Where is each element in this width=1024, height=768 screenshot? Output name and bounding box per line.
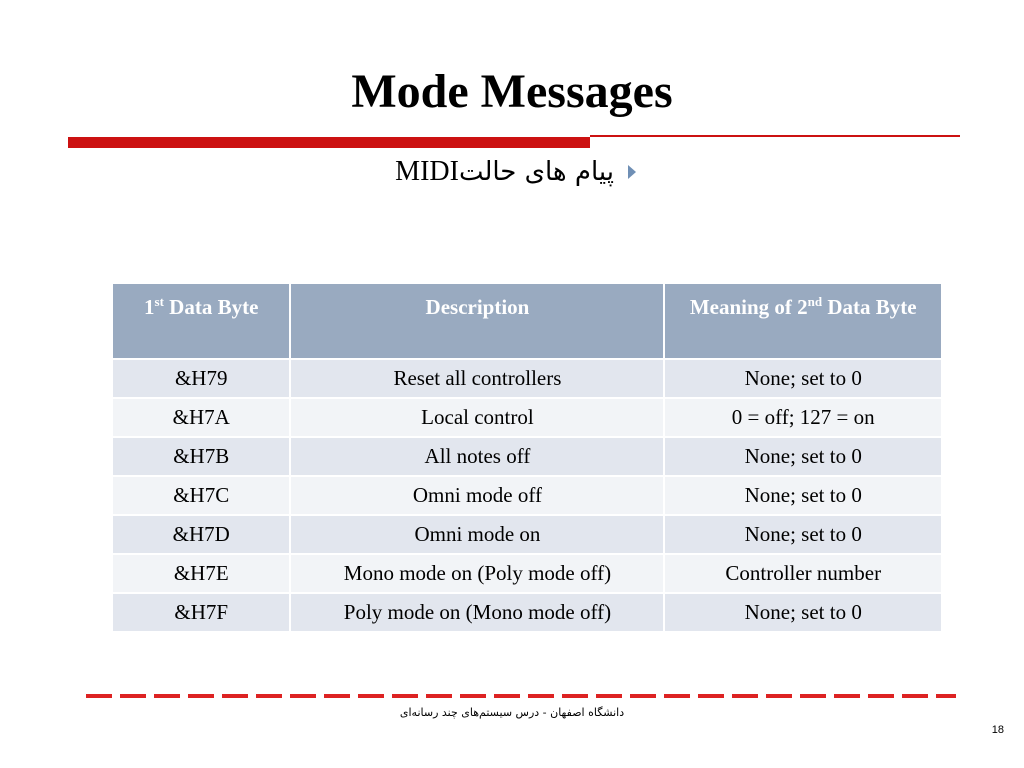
table-row [112,554,942,593]
cell-description: Mono mode on (Poly mode off) [290,554,664,593]
title-underline-thin [590,135,960,137]
mode-messages-table [111,282,943,633]
cell-data-byte: &H7B [112,437,290,476]
footer-dashed-divider [86,694,956,698]
cell-meaning: Controller number [664,554,942,593]
cell-data-byte: &H7E [112,554,290,593]
slide-title: Mode Messages [351,65,673,118]
cell-meaning: 0 = off; 127 = on [664,398,942,437]
cell-data-byte: &H7C [112,476,290,515]
cell-meaning: None; set to 0 [664,476,942,515]
cell-description: Local control [290,398,664,437]
table-row [112,437,942,476]
cell-description: Omni mode on [290,515,664,554]
cell-meaning: None; set to 0 [664,437,942,476]
header-data-byte-1: 1st Data Byte [112,283,290,359]
table-row [112,515,942,554]
table-row [112,398,942,437]
table-row [112,593,942,632]
title-underline-bar [68,137,590,148]
table-header-row [112,283,942,359]
header-data-byte-2-meaning: Meaning of 2nd Data Byte [664,283,942,359]
bullet-text-latin: MIDI [395,156,459,187]
table-row [112,359,942,398]
cell-data-byte: &H7F [112,593,290,632]
cell-data-byte: &H7D [112,515,290,554]
cell-meaning: None; set to 0 [664,359,942,398]
cell-data-byte: &H79 [112,359,290,398]
table-row [112,476,942,515]
cell-description: Reset all controllers [290,359,664,398]
bullet-item [395,152,636,192]
cell-data-byte: &H7A [112,398,290,437]
footer-text: دانشگاه اصفهان - درس سیستم‌های چند رسانه‌ای [399,706,625,719]
cell-meaning: None; set to 0 [664,593,942,632]
cell-meaning: None; set to 0 [664,515,942,554]
cell-description: Omni mode off [290,476,664,515]
header-description: Description [290,283,664,359]
triangle-bullet-icon [628,165,636,179]
cell-description: Poly mode on (Mono mode off) [290,593,664,632]
cell-description: All notes off [290,437,664,476]
page-number: 18 [991,724,1004,736]
bullet-text [395,156,614,188]
bullet-text-persian: پیام های حالت [458,157,614,187]
